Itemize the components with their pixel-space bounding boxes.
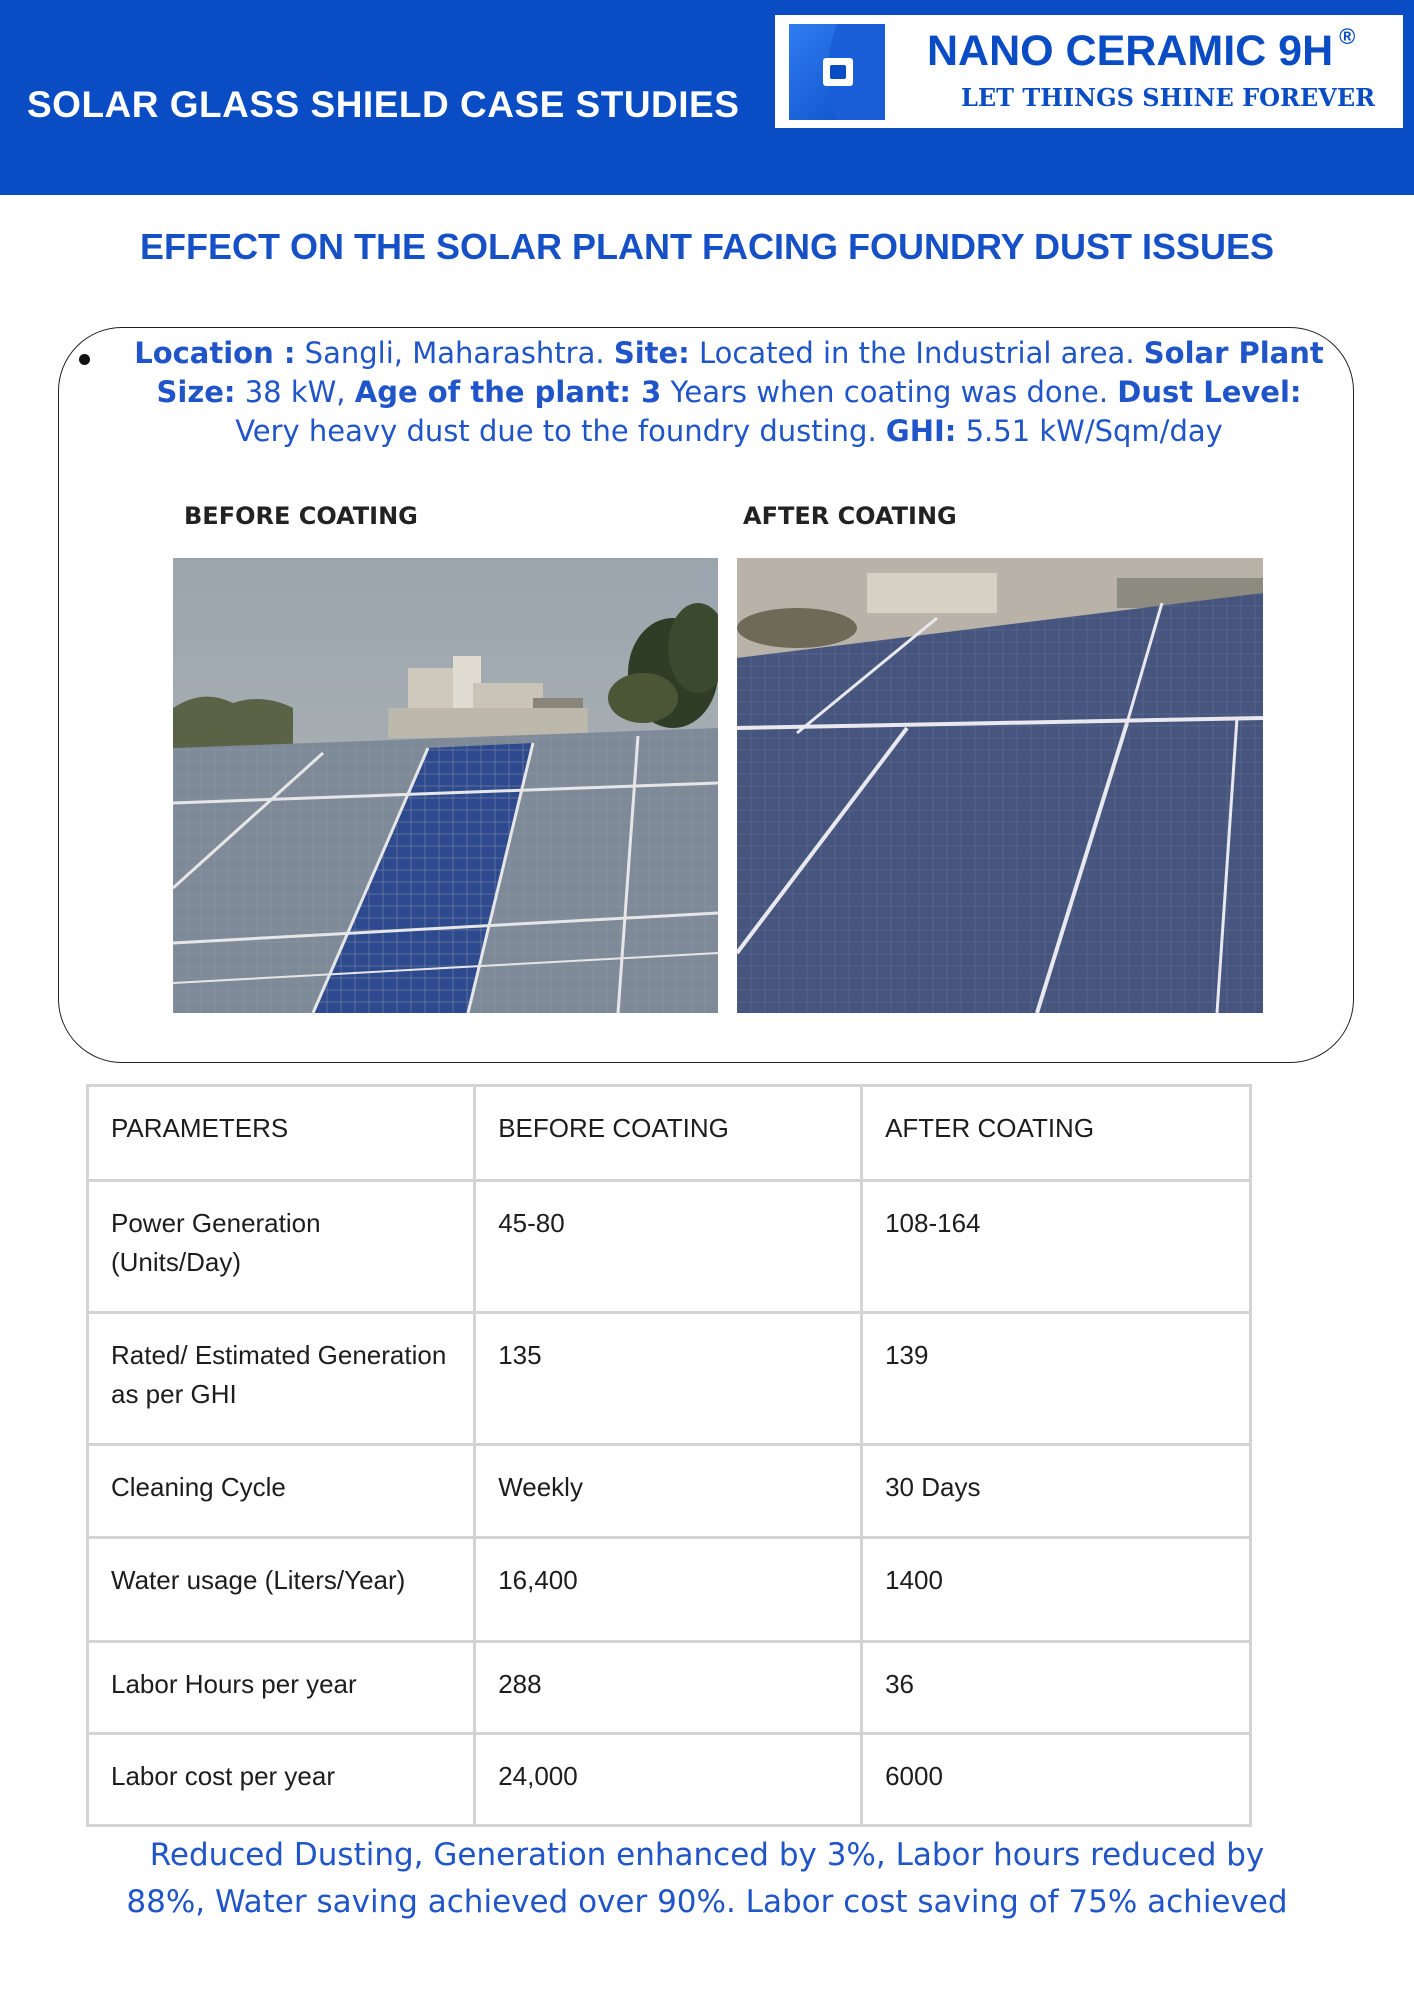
before-coating-label: BEFORE COATING [184, 502, 418, 530]
table-cell: Labor Hours per year [88, 1642, 475, 1734]
site-label: Site: [613, 336, 690, 370]
table-cell: 36 [862, 1642, 1251, 1734]
table-cell: Weekly [475, 1445, 862, 1538]
parameters-table [86, 1084, 1252, 1827]
site-value: Located in the Industrial area. [689, 336, 1144, 370]
table-cell: Cleaning Cycle [88, 1445, 475, 1538]
table-row [88, 1642, 1251, 1734]
table-row [88, 1445, 1251, 1538]
table-cell: Water usage (Liters/Year) [88, 1538, 475, 1642]
age-value: Years when coating was done. [661, 375, 1118, 409]
plant-details [124, 334, 1334, 451]
dust-value: Very heavy dust due to the foundry dusting. [235, 414, 886, 448]
table-cell: 30 Days [862, 1445, 1251, 1538]
brand-name: NANO CERAMIC 9H ® [927, 23, 1356, 75]
table-cell: 45-80 [475, 1181, 862, 1313]
table-header-cell: BEFORE COATING [475, 1086, 862, 1181]
dust-label: Dust Level: [1117, 375, 1302, 409]
table-cell: Power Generation (Units/Day) [88, 1181, 475, 1313]
table-cell: 1400 [862, 1538, 1251, 1642]
table-row [88, 1181, 1251, 1313]
summary-line: 88%, Water saving achieved over 90%. Labor cost saving of 75% achieved [126, 1884, 1288, 1920]
table-cell: 139 [862, 1313, 1251, 1445]
section-title: EFFECT ON THE SOLAR PLANT FACING FOUNDRY DUST ISSUES [139, 226, 1275, 267]
table-cell: 24,000 [475, 1734, 862, 1826]
size-value: 38 kW, [235, 375, 355, 409]
shield-logo-icon [789, 24, 885, 120]
table-row [88, 1538, 1251, 1642]
table-header-row [88, 1086, 1251, 1181]
table-header-cell: PARAMETERS [88, 1086, 475, 1181]
table-cell: Rated/ Estimated Generation as per GHI [88, 1313, 475, 1445]
age-label: Age of the plant: 3 [354, 375, 662, 409]
table-cell: 135 [475, 1313, 862, 1445]
registered-mark: ® [1339, 23, 1356, 49]
after-coating-label: AFTER COATING [743, 502, 957, 530]
ghi-value: 5.51 kW/Sqm/day [956, 414, 1223, 448]
location-value: Sangli, Maharashtra. [295, 336, 614, 370]
brand-logo [775, 15, 1403, 128]
header-title: SOLAR GLASS SHIELD CASE STUDIES [27, 84, 740, 125]
brand-tagline: LET THINGS SHINE FOREVER [961, 83, 1376, 112]
table-cell: 6000 [862, 1734, 1251, 1826]
summary-text [0, 1832, 1414, 1926]
table-row [88, 1313, 1251, 1445]
table-row [88, 1734, 1251, 1826]
ghi-label: GHI: [885, 414, 957, 448]
table-cell: Labor cost per year [88, 1734, 475, 1826]
table-cell: 108-164 [862, 1181, 1251, 1313]
before-coating-photo [173, 558, 718, 1013]
header-banner [0, 0, 1414, 195]
summary-line: Reduced Dusting, Generation enhanced by 3%, Labor hours reduced by [149, 1837, 1265, 1873]
table-cell: 288 [475, 1642, 862, 1734]
after-coating-photo [737, 558, 1263, 1013]
table-cell: 16,400 [475, 1538, 862, 1642]
table-header-cell: AFTER COATING [862, 1086, 1251, 1181]
bullet-icon [79, 354, 90, 365]
size-label: Solar Plant Size: [156, 336, 1324, 409]
location-label: Location : [134, 336, 296, 370]
